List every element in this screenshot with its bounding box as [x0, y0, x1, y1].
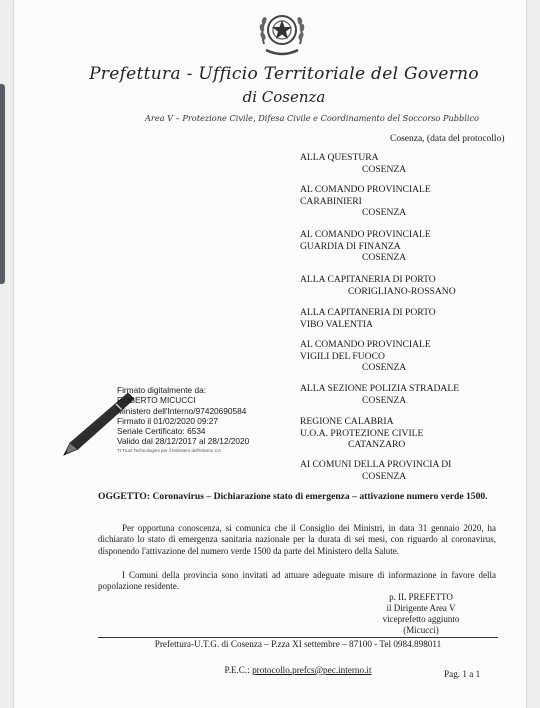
signer-line: viceprefetto aggiunto — [382, 614, 460, 624]
addressee-line: AL COMANDO PROVINCIALE — [300, 229, 431, 240]
signer-line: p. IL PREFETTO — [389, 592, 453, 602]
addressee-block — [300, 459, 451, 482]
page-number: Pag. 1 a 1 — [444, 669, 481, 679]
office-department: Area V – Protezione Civile, Difesa Civile e Coordinamento del Soccorso Pubblico — [145, 113, 479, 123]
digital-signature-block — [117, 385, 249, 455]
addressee-city: COSENZA — [362, 207, 407, 218]
signature-line: Seriale Certificato: 6534 — [117, 426, 206, 437]
pec-label: P.E.C.: — [224, 665, 250, 675]
addressee-block — [300, 152, 406, 175]
addressee-line: ALLA CAPITANERIA DI PORTO — [300, 274, 436, 285]
footer-divider — [98, 637, 498, 638]
signature-name: ROBERTO MICUCCI — [117, 395, 196, 406]
office-title: Prefettura - Ufficio Territoriale del Governo — [89, 64, 479, 84]
footer-pec — [98, 665, 498, 675]
addressee-line: AL COMANDO PROVINCIALE — [300, 339, 431, 350]
addressee-line: VIGILI DEL FUOCO — [300, 350, 385, 362]
signature-line: Firmato il 01/02/2020 09:27 — [117, 415, 219, 426]
addressee-block — [300, 274, 456, 297]
body-paragraph-text: Per opportuna conoscenza, si comunica che il Consiglio dei Ministri, in data 31 gennaio 2020, ha dichiarato lo stato di emergenza sanitaria nazionale per la durata di sei mesi, con riguardo al coronavirus, disponendo l'attivazione del numero verde 1500 da parte del Ministero della Salute. — [98, 523, 496, 556]
addressee-block — [300, 307, 436, 330]
signature-ca: TI Trust Technologies per il Ministero dell'Interno CA — [117, 447, 221, 453]
footer-address: Prefettura-U.T.G. di Cosenza – P.zza XI settembre – 87100 - Tel 0984.898011 — [154, 639, 442, 649]
addressee-block — [300, 339, 431, 374]
addressee-line: ALLA QUESTURA — [300, 152, 379, 163]
italian-republic-emblem-icon — [256, 6, 308, 62]
subject-line: OGGETTO: Coronavirus – Dichiarazione stato di emergenza – attivazione numero verde 1500. — [98, 491, 488, 502]
dateline: Cosenza, (data del protocollo) — [390, 134, 505, 144]
addressee-city: COSENZA — [362, 394, 407, 406]
addressee-line: AI COMUNI DELLA PROVINCIA DI — [300, 459, 452, 470]
addressee-line: REGIONE CALABRIA — [300, 416, 394, 427]
addressee-city: CORIGLIANO-ROSSANO — [348, 285, 456, 297]
addressee-city: CATANZARO — [348, 439, 406, 450]
addressee-block — [300, 383, 459, 406]
addressee-city: COSENZA — [362, 252, 407, 263]
signer-block — [346, 592, 496, 636]
office-city: di Cosenza — [242, 88, 326, 106]
addressee-city: COSENZA — [362, 362, 407, 373]
addressee-line: GUARDIA DI FINANZA — [300, 240, 401, 252]
body-paragraph — [98, 570, 496, 593]
addressee-city: COSENZA — [362, 163, 407, 175]
document-page — [14, 0, 526, 708]
body-paragraph — [98, 523, 496, 557]
addressee-line: CARABINIERI — [300, 195, 362, 207]
addressee-block — [300, 416, 423, 451]
signature-line: Firmato digitalmente da: — [117, 385, 207, 395]
signer-line: (Micucci) — [403, 625, 439, 635]
signer-line: il Dirigente Area V — [386, 603, 456, 613]
addressee-line: ALLA SEZIONE POLIZIA STRADALE — [300, 383, 460, 394]
pec-email-link[interactable]: protocollo.prefcs@pec.interno.it — [252, 665, 372, 675]
addressee-city: VIBO VALENTIA — [300, 318, 373, 330]
addressee-block — [300, 184, 431, 219]
addressee-city: COSENZA — [362, 470, 407, 482]
addressee-line: AL COMANDO PROVINCIALE — [300, 184, 431, 195]
body-paragraph-text: I Comuni della provincia sono invitati ad attuare adeguate misure di informazione in favore della popolazione residente. — [98, 570, 496, 592]
addressee-block — [300, 229, 431, 264]
signature-line: Ministero dell'Interno/97420690584 — [117, 405, 247, 416]
scroll-handle[interactable] — [0, 84, 5, 284]
addressee-line: ALLA CAPITANERIA DI PORTO — [300, 307, 436, 318]
addressee-line: U.O.A. PROTEZIONE CIVILE — [300, 427, 424, 439]
signature-line: Valido dal 28/12/2017 al 28/12/2020 — [117, 436, 250, 447]
